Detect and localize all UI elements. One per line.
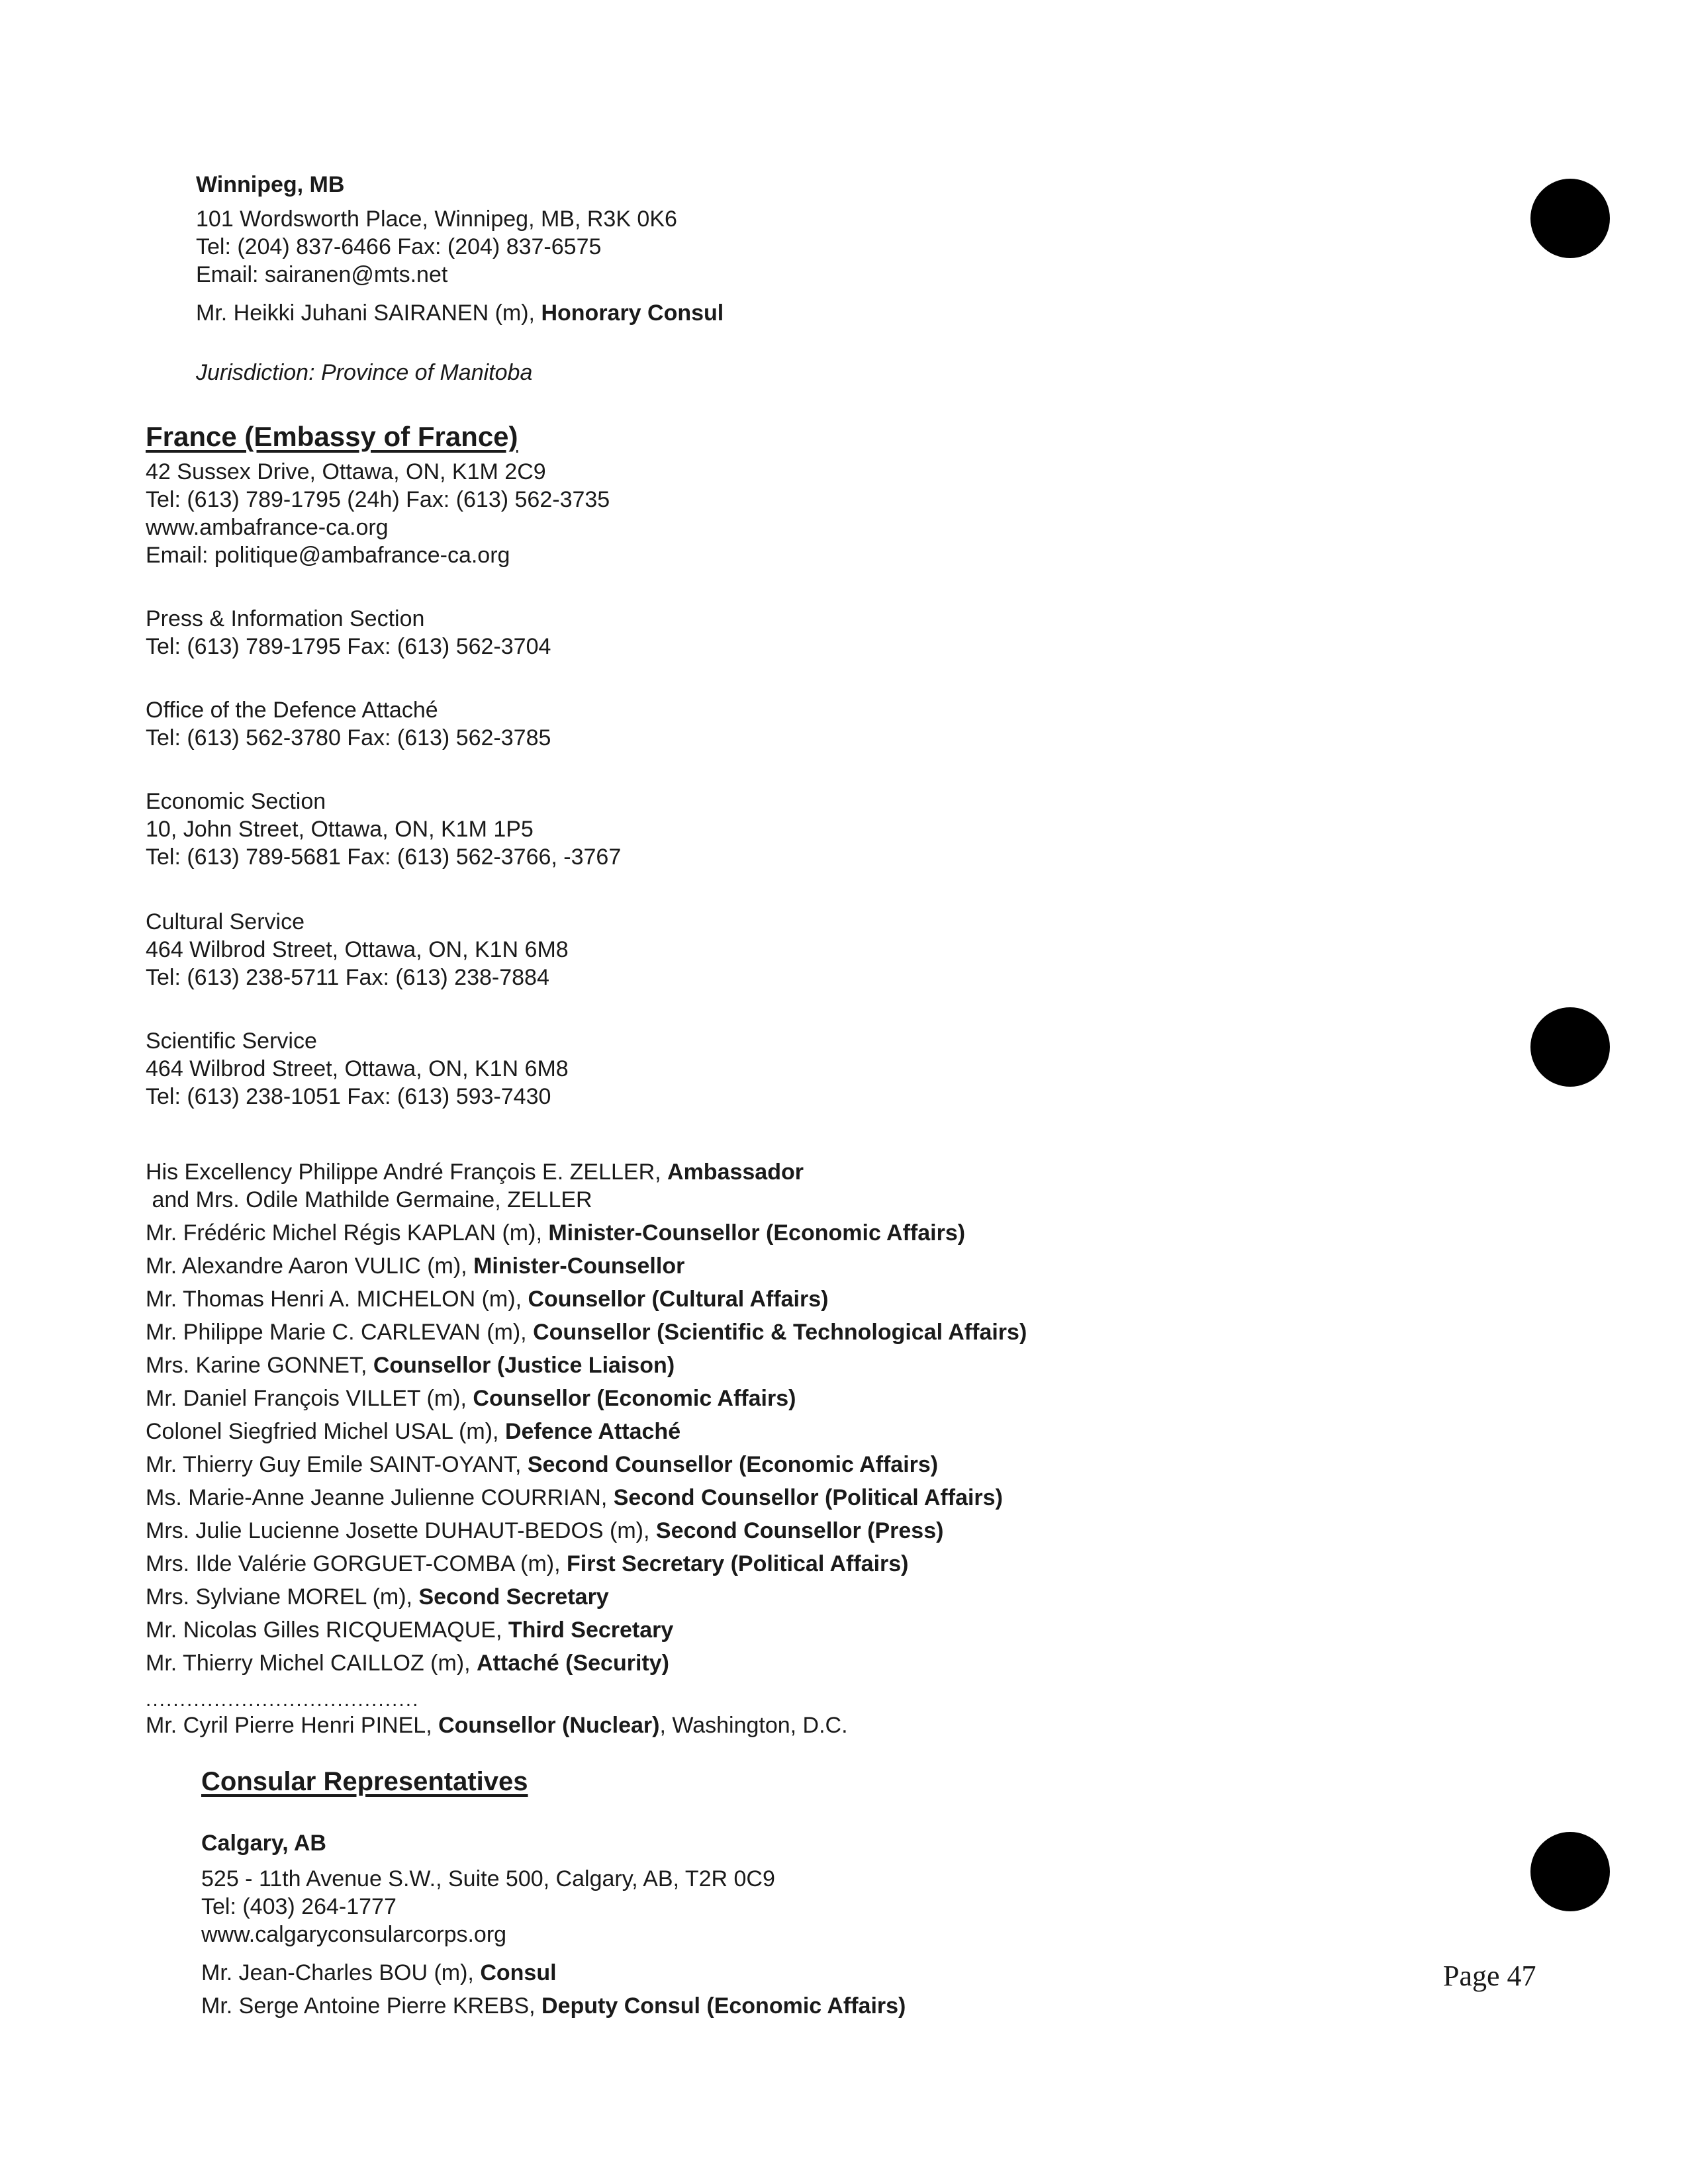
france-heading: France (Embassy of France) (146, 421, 518, 452)
staff-name: Colonel Siegfried Michel USAL (m), (146, 1419, 505, 1444)
france-tel: Tel: (613) 789-1795 (24h) Fax: (613) 562-3735 (146, 487, 610, 512)
staff-title: Third Secretary (508, 1617, 674, 1643)
winnipeg-tel: Tel: (204) 837-6466 Fax: (204) 837-6575 (196, 234, 602, 259)
consular-address: 525 - 11th Avenue S.W., Suite 500, Calgary, AB, T2R 0C9 (201, 1866, 775, 1891)
section-line: Tel: (613) 238-1051 Fax: (613) 593-7430 (146, 1084, 551, 1109)
staff-entry (146, 1418, 680, 1445)
staff-entry (146, 1186, 592, 1214)
person-name: Mr. Jean-Charles BOU (m), (201, 1960, 481, 1985)
staff-name: Mrs. Sylviane MOREL (m), (146, 1584, 419, 1610)
staff-title: Counsellor (Scientific & Technological Affairs) (533, 1320, 1027, 1345)
staff-title: First Secretary (Political Affairs) (567, 1551, 909, 1576)
person-title: Consul (480, 1960, 557, 1985)
section-name: Office of the Defence Attaché (146, 698, 438, 723)
winnipeg-jurisdiction: Jurisdiction: Province of Manitoba (196, 360, 533, 385)
staff-name: Mr. Cyril Pierre Henri PINEL, (146, 1713, 439, 1738)
consular-person (201, 1992, 906, 2020)
staff-title: Defence Attaché (504, 1419, 681, 1444)
page-number: Page 47 (1443, 1960, 1536, 1992)
consular-web: www.calgaryconsularcorps.org (201, 1922, 507, 1947)
staff-name: Mr. Frédéric Michel Régis KAPLAN (m), (146, 1220, 549, 1246)
winnipeg-email: Email: sairanen@mts.net (196, 262, 448, 287)
separator-dots: ........................................ (146, 1689, 420, 1711)
winnipeg-city: Winnipeg, MB (196, 172, 345, 197)
staff-entry (146, 1550, 909, 1578)
staff-title: Attaché (Security) (477, 1651, 669, 1676)
staff-entry (146, 1583, 609, 1611)
staff-title: Counsellor (Cultural Affairs) (528, 1287, 829, 1312)
section-line: Tel: (613) 238-5711 Fax: (613) 238-7884 (146, 965, 549, 990)
staff-name: Ms. Marie-Anne Jeanne Julienne COURRIAN, (146, 1485, 614, 1510)
section-name: Press & Information Section (146, 606, 425, 631)
staff-title: Second Counsellor (Economic Affairs) (527, 1452, 939, 1477)
section-line: 464 Wilbrod Street, Ottawa, ON, K1N 6M8 (146, 937, 569, 962)
staff-entry (146, 1318, 1027, 1346)
staff-title: Counsellor (Economic Affairs) (473, 1386, 796, 1411)
staff-entry (146, 1484, 1003, 1512)
staff-name: Mr. Thierry Michel CAILLOZ (m), (146, 1651, 477, 1676)
winnipeg-address: 101 Wordsworth Place, Winnipeg, MB, R3K 0K6 (196, 206, 677, 232)
punch-hole-top (1530, 179, 1610, 258)
section-line: 10, John Street, Ottawa, ON, K1M 1P5 (146, 817, 534, 842)
person-name: Mr. Serge Antoine Pierre KREBS, (201, 1993, 542, 2019)
punch-hole-bottom (1530, 1832, 1610, 1911)
staff-name: Mr. Philippe Marie C. CARLEVAN (m), (146, 1320, 534, 1345)
staff-title: Minister-Counsellor (473, 1253, 685, 1279)
staff-title: Second Counsellor (Press) (655, 1518, 944, 1543)
staff-name: Mr. Thomas Henri A. MICHELON (m), (146, 1287, 528, 1312)
staff-name: Mrs. Julie Lucienne Josette DUHAUT-BEDOS (m), (146, 1518, 656, 1543)
staff-name: Mr. Alexandre Aaron VULIC (m), (146, 1253, 474, 1279)
staff-name: Mrs. Karine GONNET, (146, 1353, 373, 1378)
staff-entry (146, 1285, 828, 1313)
staff-entry (146, 1451, 938, 1479)
section-line: Tel: (613) 789-1795 Fax: (613) 562-3704 (146, 634, 551, 659)
staff-entry (146, 1517, 943, 1545)
consular-city: Calgary, AB (201, 1831, 326, 1856)
france-address: 42 Sussex Drive, Ottawa, ON, K1M 2C9 (146, 459, 546, 484)
staff-name: Mrs. Ilde Valérie GORGUET-COMBA (m), (146, 1551, 567, 1576)
staff-title: Counsellor (Justice Liaison) (373, 1353, 675, 1378)
staff-name: and Mrs. Odile Mathilde Germaine, ZELLER (146, 1187, 592, 1212)
france-web: www.ambafrance-ca.org (146, 515, 389, 540)
staff-entry (146, 1219, 965, 1247)
person-name: Mr. Heikki Juhani SAIRANEN (m), (196, 300, 541, 326)
section-name: Economic Section (146, 789, 326, 814)
section-name: Scientific Service (146, 1028, 317, 1054)
staff-title: Second Secretary (418, 1584, 609, 1610)
staff-title: Second Counsellor (Political Affairs) (613, 1485, 1003, 1510)
consular-heading: Consular Representatives (201, 1767, 528, 1796)
staff-title: Minister-Counsellor (Economic Affairs) (548, 1220, 966, 1246)
staff-name: Mr. Daniel François VILLET (m), (146, 1386, 473, 1411)
staff-name: Mr. Nicolas Gilles RICQUEMAQUE, (146, 1617, 508, 1643)
staff-name: His Excellency Philippe André François E. ZELLER, (146, 1160, 668, 1185)
section-name: Cultural Service (146, 909, 305, 934)
section-line: Tel: (613) 789-5681 Fax: (613) 562-3766, -3767 (146, 844, 622, 870)
staff-entry (146, 1649, 669, 1677)
winnipeg-person (196, 299, 724, 327)
staff-entry (146, 1385, 796, 1412)
consular-person (201, 1959, 557, 1987)
staff-title: Counsellor (Nuclear) (438, 1713, 660, 1738)
person-title: Honorary Consul (541, 300, 724, 326)
staff-entry (146, 1616, 673, 1644)
staff-entry (146, 1158, 804, 1186)
staff-entry (146, 1351, 675, 1379)
consular-tel: Tel: (403) 264-1777 (201, 1894, 397, 1919)
staff-location: , Washington, D.C. (659, 1713, 848, 1738)
person-title: Deputy Consul (Economic Affairs) (541, 1993, 906, 2019)
staff-entry (146, 1252, 684, 1280)
staff-title: Ambassador (667, 1160, 804, 1185)
punch-hole-middle (1530, 1007, 1610, 1087)
france-email: Email: politique@ambafrance-ca.org (146, 543, 510, 568)
nonresident-entry (146, 1711, 848, 1739)
staff-name: Mr. Thierry Guy Emile SAINT-OYANT, (146, 1452, 528, 1477)
section-line: Tel: (613) 562-3780 Fax: (613) 562-3785 (146, 725, 551, 751)
section-line: 464 Wilbrod Street, Ottawa, ON, K1N 6M8 (146, 1056, 569, 1081)
